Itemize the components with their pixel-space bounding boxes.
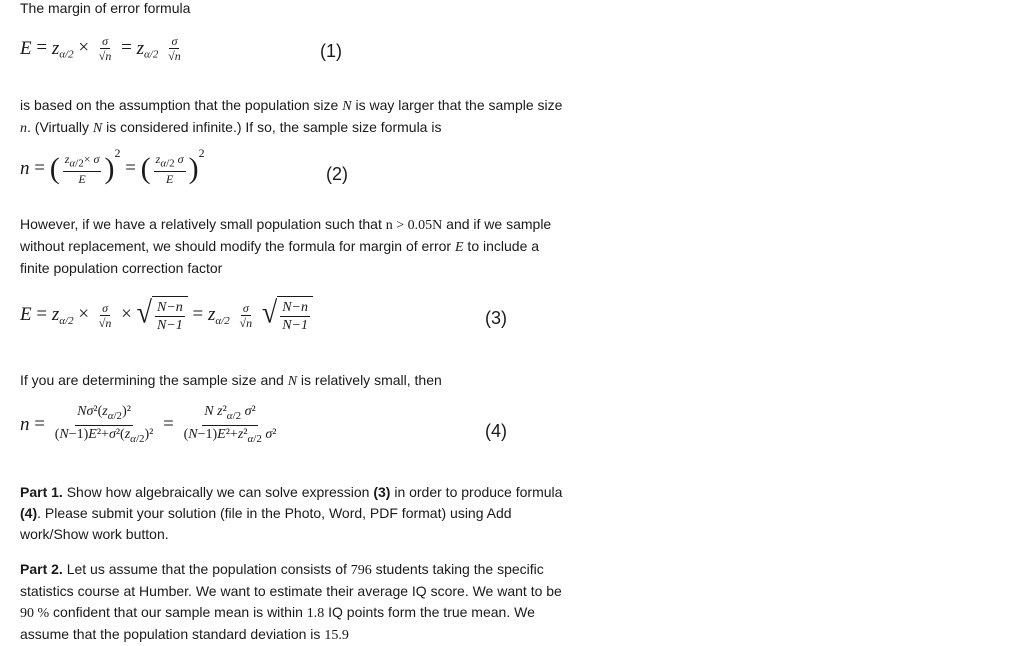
equation-2-number: (2): [326, 164, 348, 184]
equation-3-number: (3): [485, 308, 507, 328]
equation-1-number: (1): [320, 41, 342, 61]
paragraph-2: However, if we have a relatively small population such that n > 0.05N and if we sample without replacement, we should modify the formula for margin of error E to include a finite population correction factor: [20, 216, 552, 276]
paragraph-1: is based on the assumption that the population size N is way larger that the sample size n. (Virtually N is considered infinite.) If so, the sample size formula is: [20, 97, 563, 136]
equation-4-number: (4): [485, 421, 507, 441]
part-2: Part 2. Let us assume that the population consists of 796 students taking the specific statistics course at Humber. We want to estimate their average IQ score. We want to be 90 % confident that our sample mean is within 1.8 IQ points form the true mean. We assume that the population standard deviation is 15.9: [20, 561, 562, 643]
equation-3: $E = z_{\alpha/2}$ × $\frac{\sigma}{√n}$ × √ $\frac{N-n}{N-1}$ = $z_{\alpha/2}$ $\frac{\sigma}{√n}$ √ $\frac{N-n}{N-1}$: [20, 296, 313, 334]
intro-text: The margin of error formula: [20, 0, 191, 16]
part-1: Part 1. Show how algebraically we can solve expression (3) in order to produce formula (4). Please submit your solution (file in the Photo, Word, PDF format) using Add work/Show work button.: [20, 484, 563, 542]
paragraph-3: If you are determining the sample size and N is relatively small, then: [20, 372, 442, 389]
equation-4: n = $\frac{N\sigma^2(z_{\alpha/2})^2}{(N-1)E^2+\sigma^2(z_{\alpha/2})^2}$ = $\frac{N z^2_{\alpha/2} \sigma^2}{(N-1)E^2+z^2_{\alpha/2} \sigma^2}$: [20, 404, 277, 445]
equation-1: $E = z_{\alpha/2}$ × $\frac{\sigma}{√n}$ = $z_{\alpha/2}$ $\frac{\sigma}{√n}$: [20, 34, 181, 63]
equation-2: n = ( $\frac{z_{\alpha/2}\times \sigma}{E}$ )2 = ( $\frac{z_{\alpha/2} \sigma}{E}$ )2: [20, 146, 205, 186]
